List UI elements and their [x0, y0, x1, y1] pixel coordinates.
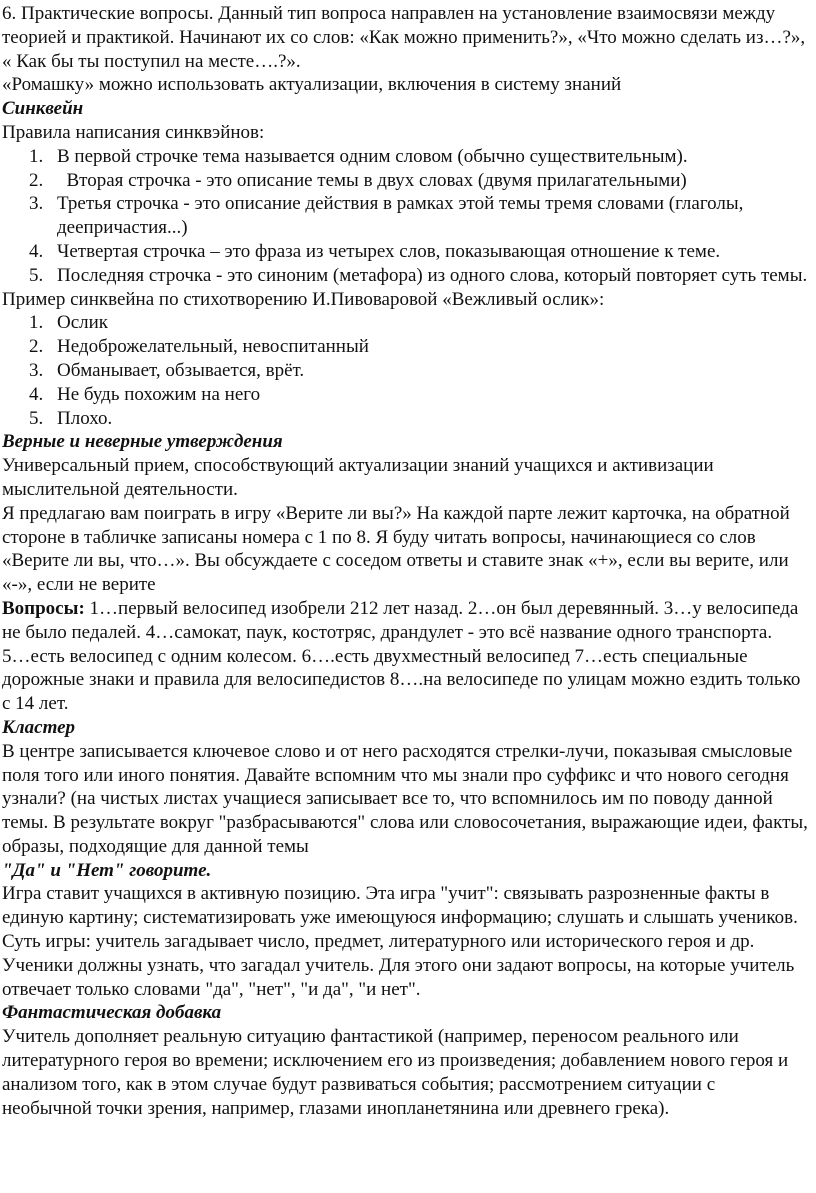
questions-text: 1…первый велосипед изобрели 212 лет назад. 2…он был деревянный. 3…у велосипеда не было педалей. 4…самокат, паук, костотряс, драндулет - это всё название одного транспорта. 5…есть велосипед с одним колесом. 6….есть двухместный велосипед 7…есть специальные дорожные знаки и правила для велосипедистов 8….на велосипеде по улицам можно ездить только с 14 лет. [2, 597, 801, 715]
section6-line1: 6. Практические вопросы. Данный тип вопроса направлен на установление взаимосвязи между [2, 3, 776, 24]
list-item [2, 383, 816, 407]
questions-paragraph [2, 597, 816, 716]
list-item-text: Плохо. [57, 407, 113, 429]
list-item-number: 5. [29, 407, 44, 429]
list-item-text: Третья строчка - это описание действия в рамках этой темы тремя словами (глаголы, деепричастия...) [57, 193, 744, 239]
list-item-text: Ослик [57, 312, 109, 334]
list-item-text: В первой строчке тема называется одним словом (обычно существительным). [57, 145, 688, 167]
list-item [2, 240, 816, 264]
list-item-text: Последняя строчка - это синоним (метафора) из одного слова, который повторяет суть темы. [57, 264, 808, 286]
sinkvein-example-list [2, 311, 816, 430]
list-item-number: 4. [29, 383, 44, 405]
questions-label: Вопросы: [2, 597, 85, 619]
list-item-number: 1. [29, 145, 44, 167]
list-item-number: 1. [29, 312, 44, 334]
list-item-number: 2. [29, 169, 44, 191]
sinkvein-heading: Синквейн [2, 98, 84, 120]
sinkvein-example-title: Пример синквейна по стихотворению И.Пивоваровой «Вежливый ослик»: [2, 288, 605, 310]
section6-line3: « Как бы ты поступил на месте….?». [2, 50, 301, 72]
list-item [2, 407, 816, 431]
list-item-text: Не будь похожим на него [57, 383, 261, 405]
list-item [2, 311, 816, 335]
yesno-paragraph: Игра ставит учащихся в активную позицию. Эта игра "учит": связывать разрозненные факты в единую картину; систематизировать уже имеющуюся информацию; слушать и слышать учеников. Суть игры: учитель загадывает число, предмет, литературного или исторического героя и др. Ученики должны узнать, что загадал учитель. Для этого они задают вопросы, на которые учитель отвечает только словами "да", "нет", "и да", "и нет". [2, 883, 798, 1000]
statements-heading: Верные и неверные утверждения [2, 431, 283, 453]
cluster-heading: Кластер [2, 716, 76, 738]
statements-paragraph-1: Универсальный прием, способствующий актуализации знаний учащихся и активизации мыслительной деятельности. [2, 455, 714, 500]
list-item-text: Вторая строчка - это описание темы в двух словах (двумя прилагательными) [57, 169, 687, 191]
statements-paragraph-2: Я предлагаю вам поиграть в игру «Верите ли вы?» На каждой парте лежит карточка, на обратной стороне в табличке записаны номера с 1 по 8. Я буду читать вопросы, начинающиеся со слов «Верите ли вы, что…». Вы обсуждаете с соседом ответы и ставите знак «+», если вы верите, или «-», если не верите [2, 502, 790, 596]
fantastic-heading: Фантастическая добавка [2, 1002, 222, 1024]
list-item-text: Недоброжелательный, невоспитанный [57, 336, 369, 358]
list-item-number: 4. [29, 240, 44, 262]
yesno-heading: "Да" и "Нет" говорите. [2, 859, 212, 881]
cluster-paragraph: В центре записывается ключевое слово и от него расходятся стрелки-лучи, показывая смысловые поля того или иного понятия. Давайте вспомним что мы знали про суффикс и что нового сегодня узнали? (на чистых листах учащиеся записывает все то, что вспомнилось им по поводу данной темы. В результате вокруг "разбрасываются" слова или словосочетания, выражающие идеи, факты, образы, подходящие для данной темы [2, 740, 808, 857]
list-item-number: 2. [29, 336, 44, 358]
list-item [2, 359, 816, 383]
list-item [2, 192, 816, 240]
list-item-text: Обманывает, обзывается, врёт. [57, 359, 305, 381]
list-item-number: 3. [29, 193, 44, 215]
list-item-number: 5. [29, 264, 44, 286]
list-item [2, 264, 816, 288]
romashka-paragraph: «Ромашку» можно использовать актуализации, включения в систему знаний [2, 74, 622, 96]
fantastic-paragraph: Учитель дополняет реальную ситуацию фантастикой (например, переносом реального или литературного героя во времени; исключением его из произведения; добавлением нового героя и анализом того, как в этом случае будут развиваться события; рассмотрением ситуации с необычной точки зрения, например, глазами инопланетянина или древнего грека). [2, 1026, 789, 1119]
list-item-text: Четвертая строчка – это фраза из четырех слов, показывающая отношение к теме. [57, 240, 721, 262]
list-item-number: 3. [29, 359, 44, 381]
sinkvein-rules-list [2, 145, 816, 288]
section6-line2: теорией и практикой. Начинают их со слов: «Как можно применить?», «Что можно сделать из…?», [2, 26, 806, 48]
list-item [2, 145, 816, 169]
list-item [2, 335, 816, 359]
sinkvein-rules-title: Правила написания синквэйнов: [2, 121, 265, 143]
list-item [2, 169, 816, 193]
